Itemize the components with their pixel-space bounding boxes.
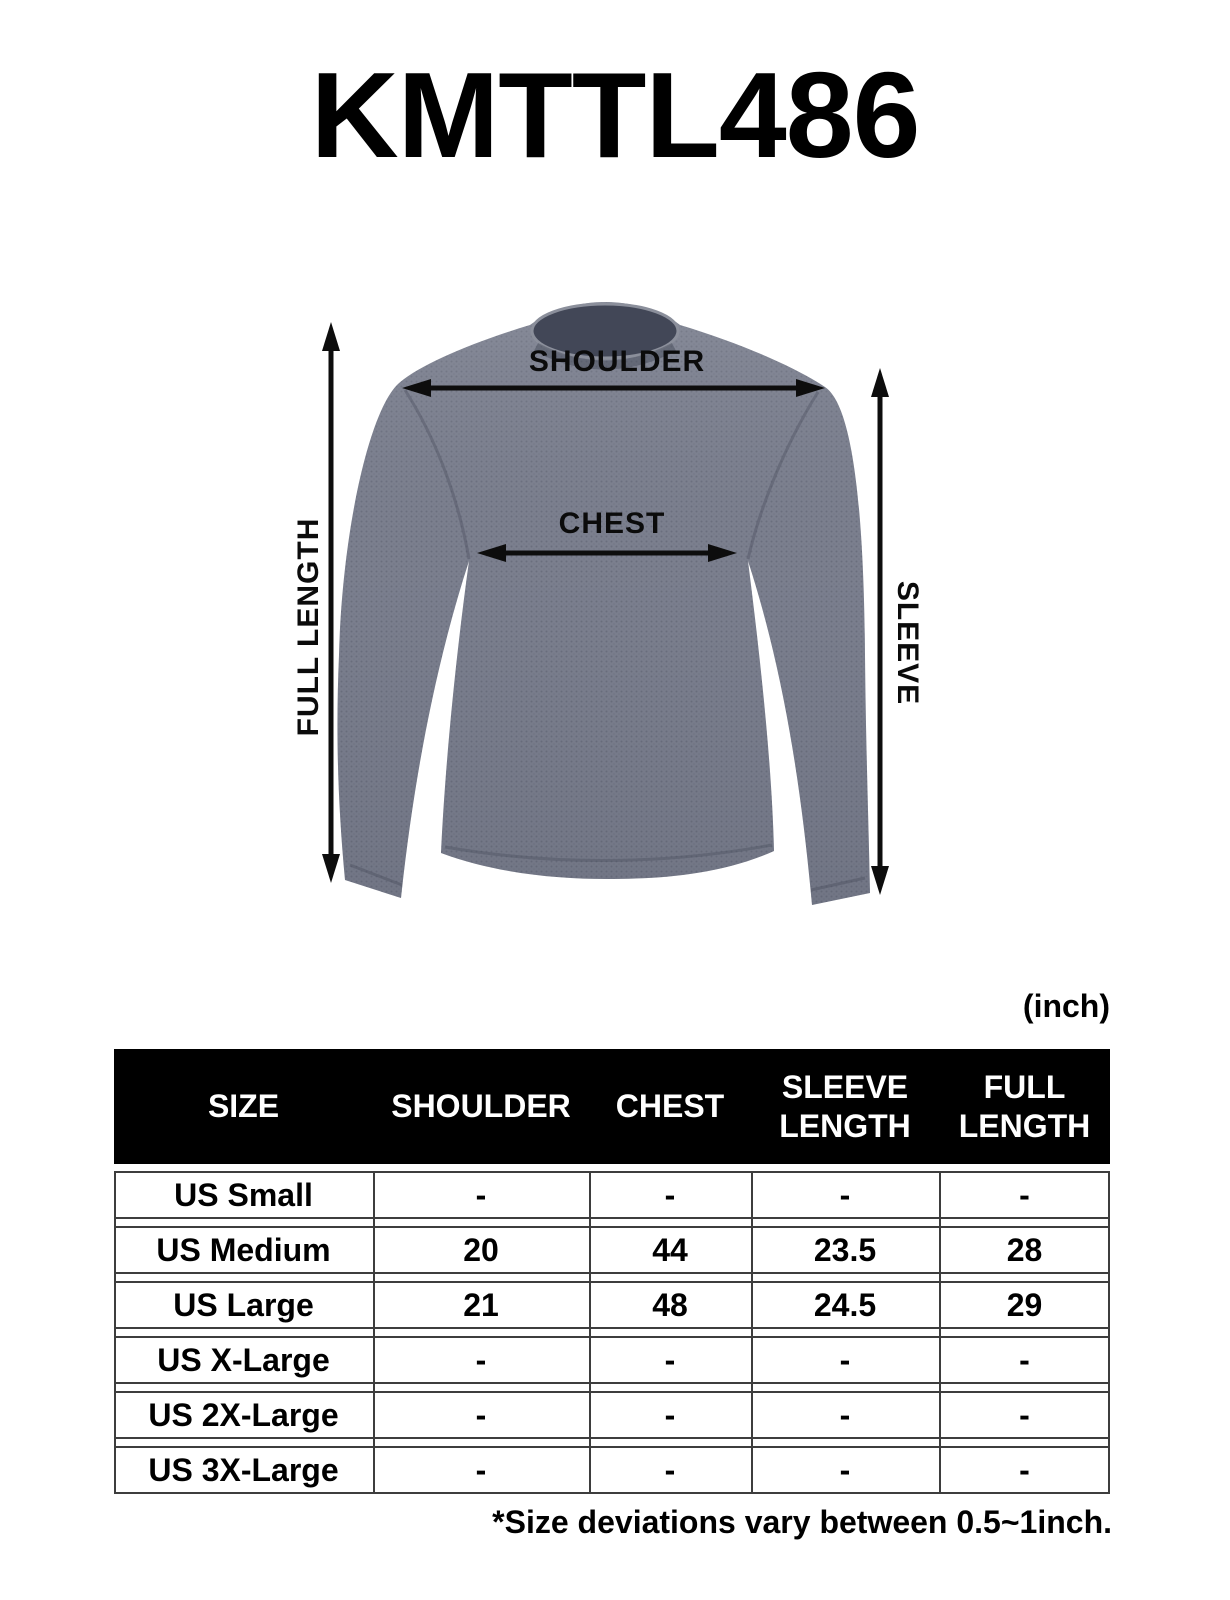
table-row <box>114 1226 1110 1274</box>
size-deviation-footnote: *Size deviations vary between 0.5~1inch. <box>492 1504 1112 1540</box>
sleeve-length-cell: - <box>839 1452 851 1488</box>
sleeve-length-cell: 23.5 <box>813 1232 877 1268</box>
full-length-cell: - <box>1019 1452 1030 1488</box>
shoulder-cell: - <box>475 1397 487 1433</box>
column-header-shoulder: SHOULDER <box>391 1088 571 1125</box>
size-cell: US 3X-Large <box>148 1452 339 1488</box>
size-cell: US Medium <box>156 1232 331 1268</box>
size-table-body <box>114 1171 1110 1494</box>
column-header-full-length: FULL LENGTH <box>958 1069 1091 1144</box>
sleeve-measure-label: SLEEVE <box>891 580 924 706</box>
shirt-measurement-diagram <box>280 295 920 920</box>
column-header-chest: CHEST <box>615 1088 725 1125</box>
sleeve-length-cell: - <box>839 1397 851 1433</box>
shoulder-cell: 20 <box>463 1232 499 1268</box>
full-length-cell: - <box>1019 1397 1030 1433</box>
table-row <box>114 1446 1110 1494</box>
size-cell: US Small <box>174 1177 313 1213</box>
column-divider <box>589 1171 591 1494</box>
shoulder-measure-label: SHOULDER <box>528 345 706 378</box>
full-length-measure-label: FULL LENGTH <box>292 517 325 737</box>
size-table-header <box>114 1049 1110 1164</box>
product-code-title: KMTTL486 <box>310 47 920 183</box>
size-cell: US X-Large <box>157 1342 330 1378</box>
full-length-cell: - <box>1019 1342 1030 1378</box>
shoulder-cell: - <box>475 1342 487 1378</box>
size-table <box>114 1049 1110 1494</box>
chest-cell: - <box>664 1177 676 1213</box>
column-divider <box>939 1171 941 1494</box>
chest-measure-label: CHEST <box>558 507 666 540</box>
sleeve-length-cell: 24.5 <box>813 1287 877 1323</box>
sleeve-arrow <box>871 368 889 895</box>
column-divider <box>373 1171 375 1494</box>
full-length-cell: - <box>1019 1177 1030 1213</box>
chest-cell: - <box>664 1342 676 1378</box>
column-header-sleeve-length: SLEEVE LENGTH <box>779 1069 911 1144</box>
chest-cell: 48 <box>652 1287 688 1323</box>
shoulder-cell: - <box>475 1177 487 1213</box>
sleeve-length-cell: - <box>839 1177 851 1213</box>
shirt-illustration <box>280 295 920 920</box>
size-cell: US 2X-Large <box>148 1397 339 1433</box>
table-row <box>114 1281 1110 1329</box>
sleeve-length-cell: - <box>839 1342 851 1378</box>
chest-cell: 44 <box>652 1232 688 1268</box>
shoulder-cell: - <box>475 1452 487 1488</box>
size-cell: US Large <box>173 1287 314 1323</box>
column-header-size: SIZE <box>207 1088 280 1125</box>
table-row <box>114 1391 1110 1439</box>
table-border-right <box>1108 1171 1110 1494</box>
full-length-cell: 28 <box>1006 1232 1043 1268</box>
table-row <box>114 1336 1110 1384</box>
column-divider <box>751 1171 753 1494</box>
shoulder-cell: 21 <box>463 1287 499 1323</box>
table-border-left <box>114 1171 116 1494</box>
chest-cell: - <box>664 1452 676 1488</box>
table-row <box>114 1171 1110 1219</box>
full-length-cell: 29 <box>1006 1287 1043 1323</box>
unit-label: (inch) <box>1022 988 1110 1024</box>
chest-cell: - <box>664 1397 676 1433</box>
